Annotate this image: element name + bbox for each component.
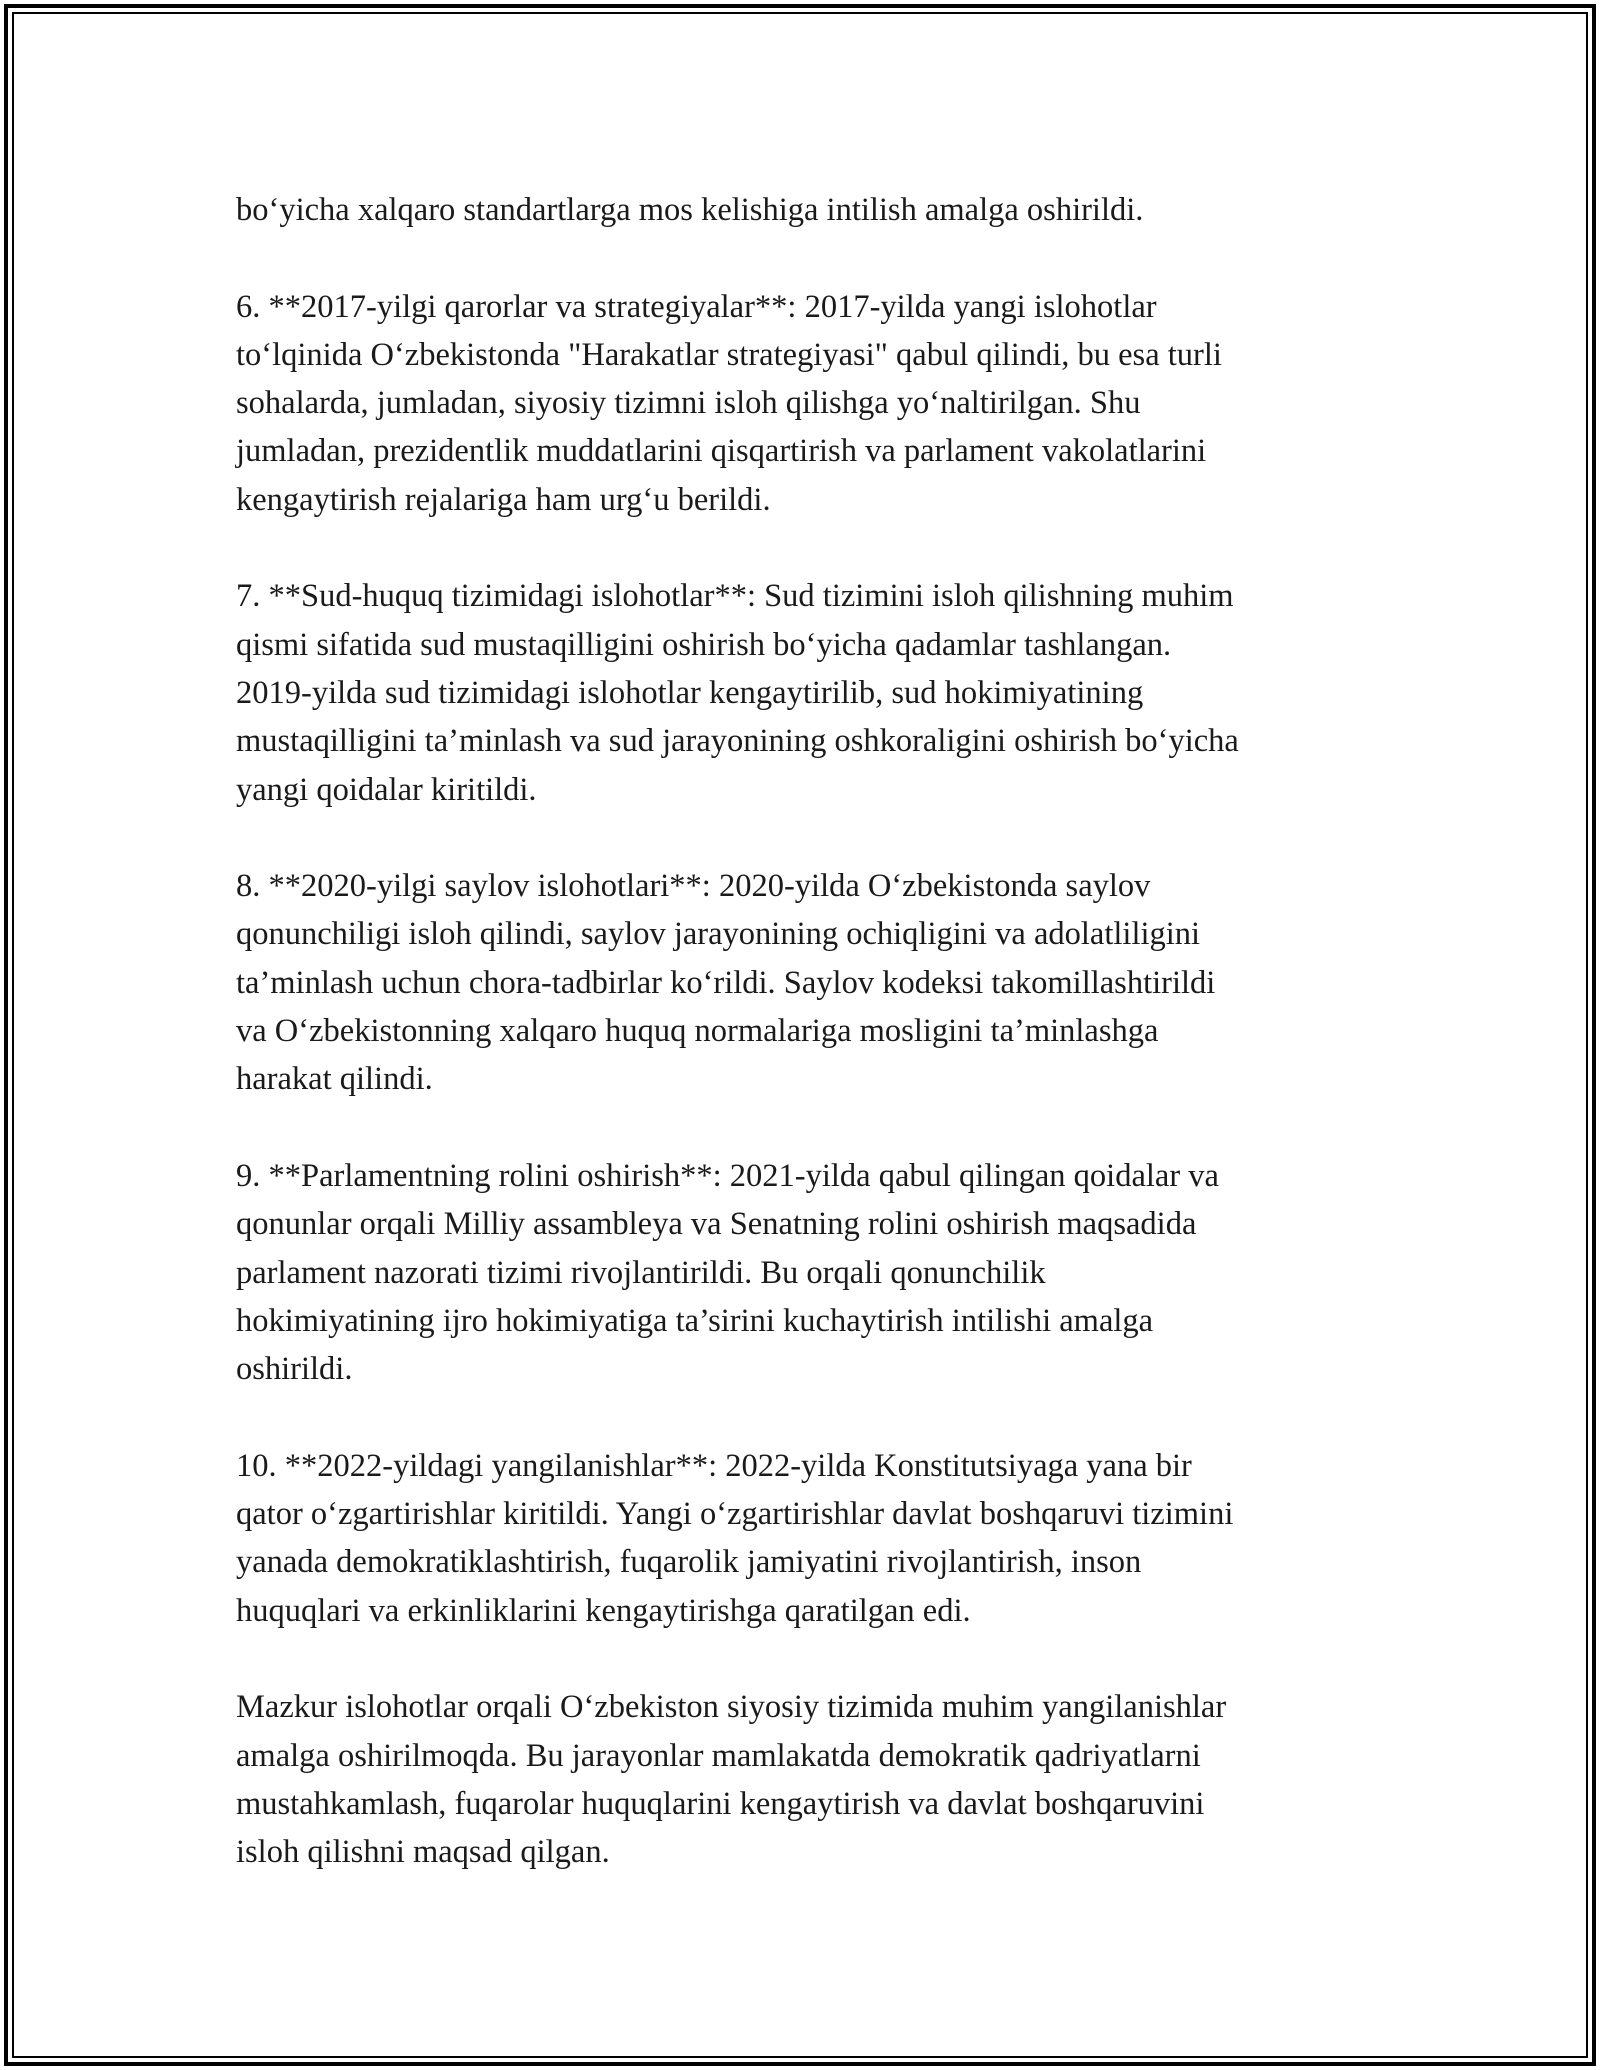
text-line: hokimiyatining ijro hokimiyatiga ta’sirini kuchaytirish intilishi amalga — [236, 1302, 1154, 1339]
paragraph-item-7 — [236, 572, 1386, 813]
paragraph-item-6 — [236, 283, 1386, 524]
paragraph-item-9 — [236, 1152, 1386, 1393]
text-line: yangi qoidalar kiritildi. — [236, 771, 537, 808]
text-line: va O‘zbekistonning xalqaro huquq normalariga mosligini ta’minlashga — [236, 1013, 1159, 1050]
text-line: mustaqilligini ta’minlash va sud jarayonining oshkoraligini oshirish bo‘yicha — [236, 723, 1239, 760]
text-line: qonunlar orqali Milliy assambleya va Senatning rolini oshirish maqsadida — [236, 1206, 1197, 1243]
text-line: sohalarda, jumladan, siyosiy tizimni isloh qilishga yo‘naltirilgan. Shu — [236, 385, 1141, 422]
paragraph-continuation — [236, 186, 1386, 234]
text-line: oshirildi. — [236, 1351, 353, 1388]
text-line: 8. **2020-yilgi saylov islohotlari**: 2020-yilda O‘zbekistonda saylov — [236, 868, 1151, 905]
text-line: parlament nazorati tizimi rivojlantirildi. Bu orqali qonunchilik — [236, 1254, 1046, 1291]
text-line: huquqlari va erkinliklarini kengaytirishga qaratilgan edi. — [236, 1592, 971, 1629]
text-line: jumladan, prezidentlik muddatlarini qisqartirish va parlament vakolatlarini — [236, 433, 1207, 470]
text-line: bo‘yicha xalqaro standartlarga mos kelishiga intilish amalga oshirildi. — [236, 192, 1144, 228]
paragraph-conclusion — [236, 1683, 1386, 1876]
document-body — [236, 186, 1386, 1925]
text-line: 7. **Sud-huquq tizimidagi islohotlar**: Sud tizimini isloh qilishning muhim — [236, 578, 1234, 615]
paragraph-item-10 — [236, 1442, 1386, 1635]
text-line: mustahkamlash, fuqarolar huquqlarini kengaytirish va davlat boshqaruvini — [236, 1785, 1205, 1822]
text-line: 6. **2017-yilgi qarorlar va strategiyalar**: 2017-yilda yangi islohotlar — [236, 288, 1157, 325]
text-line: yanada demokratiklashtirish, fuqarolik jamiyatini rivojlantirish, inson — [236, 1544, 1142, 1581]
text-line: qismi sifatida sud mustaqilligini oshirish bo‘yicha qadamlar tashlangan. — [236, 626, 1172, 663]
text-line: qonunchiligi isloh qilindi, saylov jarayonining ochiqligini va adolatliligini — [236, 916, 1201, 953]
paragraph-item-8 — [236, 862, 1386, 1103]
text-line: amalga oshirilmoqda. Bu jarayonlar mamlakatda demokratik qadriyatlarni — [236, 1737, 1201, 1774]
text-line: kengaytirish rejalariga ham urg‘u berildi. — [236, 481, 771, 518]
text-line: 2019-yilda sud tizimidagi islohotlar kengaytirilib, sud hokimiyatining — [236, 674, 1144, 711]
text-line: qator o‘zgartirishlar kiritildi. Yangi o‘zgartirishlar davlat boshqaruvi tizimini — [236, 1496, 1234, 1533]
text-line: isloh qilishni maqsad qilgan. — [236, 1834, 610, 1871]
text-line: 9. **Parlamentning rolini oshirish**: 2021-yilda qabul qilingan qoidalar va — [236, 1157, 1219, 1194]
text-line: Mazkur islohotlar orqali O‘zbekiston siyosiy tizimida muhim yangilanishlar — [236, 1689, 1227, 1726]
text-line: ta’minlash uchun chora-tadbirlar ko‘rildi. Saylov kodeksi takomillashtirildi — [236, 964, 1216, 1001]
text-line: harakat qilindi. — [236, 1061, 433, 1098]
text-line: to‘lqinida O‘zbekistonda "Harakatlar strategiyasi" qabul qilindi, bu esa turli — [236, 336, 1222, 373]
text-line: 10. **2022-yildagi yangilanishlar**: 2022-yilda Konstitutsiyaga yana bir — [236, 1447, 1192, 1484]
